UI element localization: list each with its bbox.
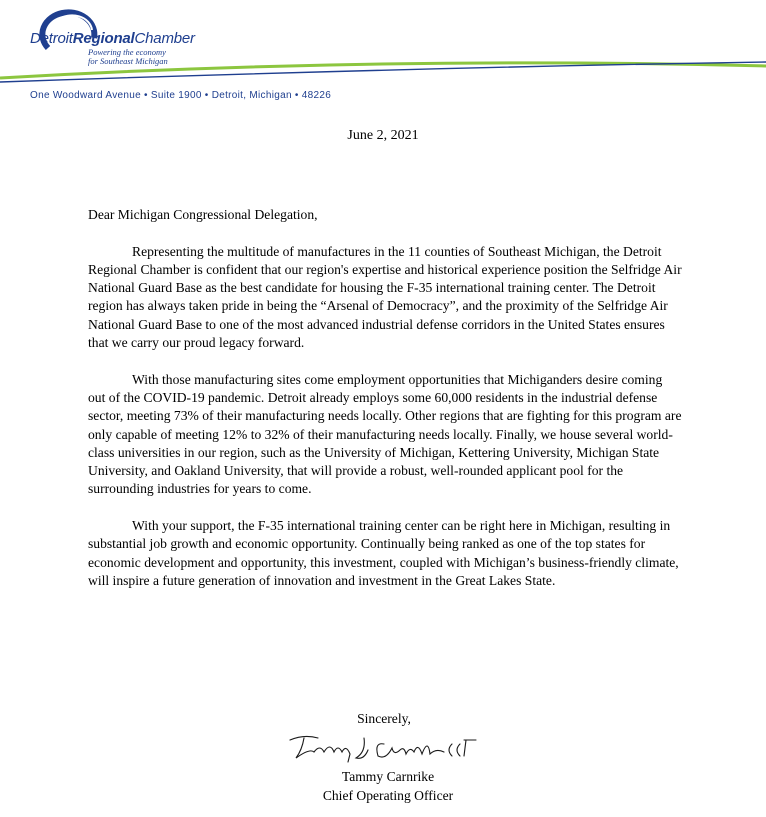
paragraph-2: With those manufacturing sites come employment opportunities that Michiganders desire coming out of the COVID-19 pandemic. Detroit already employs some 60,000 residents in the industrial defense sector, meeting 73% of their manufacturing needs locally. Other regions that are fighting for this program are only capable of meeting 12% to 32% of their manufacturing needs locally. Finally, we house several world-class universities in our region, such as the University of Michigan, Kettering University, Michigan State University, and Oakland University, that will provide a robust, well-rounded applicant pool for the surrounding industries for years to come. [88, 371, 682, 497]
brand-name: DetroitRegionalChamber [30, 30, 195, 47]
letter-body [88, 206, 682, 609]
letterhead-address: One Woodward Avenue • Suite 1900 • Detroit, Michigan • 48226 [30, 90, 332, 101]
salutation: Dear Michigan Congressional Delegation, [88, 207, 318, 222]
closing: Sincerely, [357, 711, 411, 726]
letter-date: June 2, 2021 [347, 128, 419, 143]
paragraph-1: Representing the multitude of manufactures in the 11 counties of Southeast Michigan, the Detroit Regional Chamber is confident that our region's expertise and historical experience position the Selfridge Air National Guard Base as the best candidate for housing the F-35 international training center. The Detroit region has always taken pride in being the “Arsenal of Democracy”, and the proximity of the Selfridge Air National Guard Base to one of the most advanced industrial defense corridors in the United States ensures that we carry our proud legacy forward. [88, 243, 682, 351]
header-swoosh [0, 52, 766, 86]
signer-name: Tammy Carnrike [341, 769, 435, 784]
brand-tagline: Powering the economy for Southeast Michigan [88, 47, 168, 66]
signer-title: Chief Operating Officer [322, 788, 454, 803]
handwritten-signature [284, 730, 484, 764]
paragraph-3: With your support, the F-35 international training center can be right here in Michigan, resulting in substantial job growth and economic opportunity. Continually being ranked as one of the top states for economic development and opportunity, this investment, coupled with Michigan’s business-friendly climate, will inspire a future generation of innovation and investment in the Great Lakes State. [88, 518, 679, 588]
